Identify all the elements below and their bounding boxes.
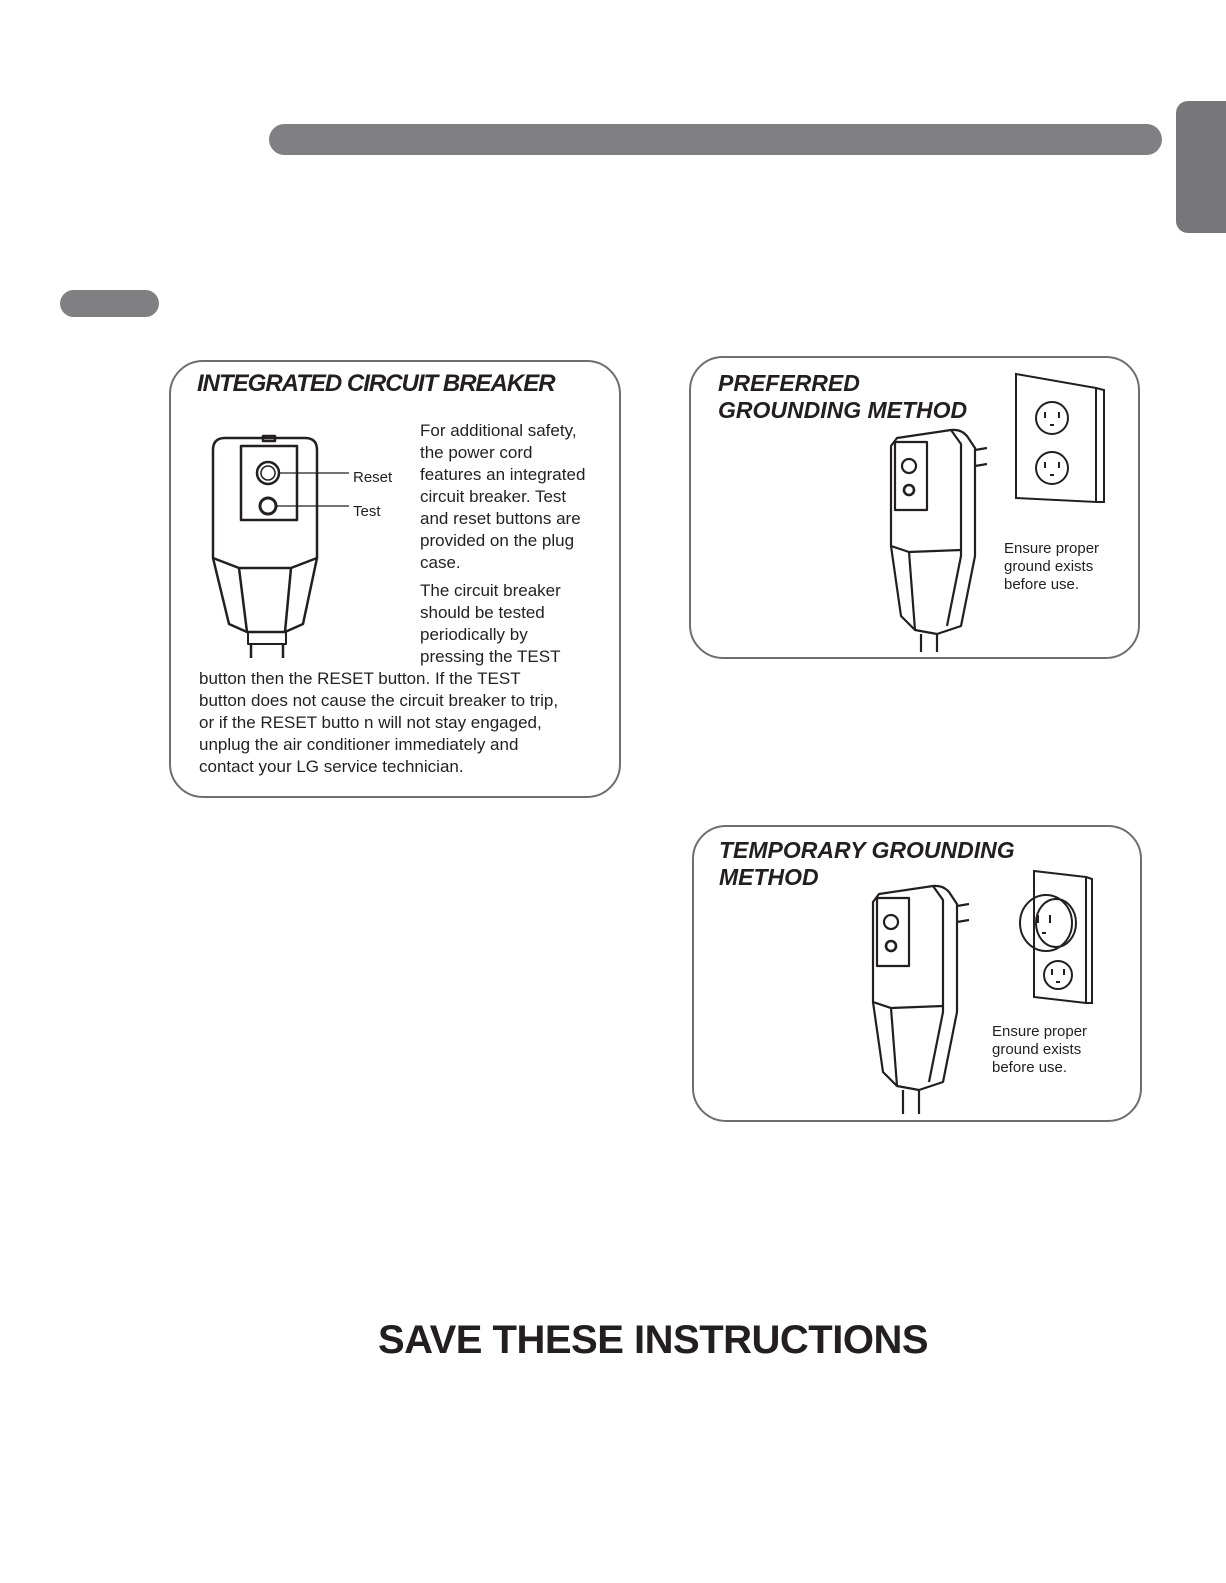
circuit-breaker-intro (420, 420, 585, 574)
text-line: button then the RESET button. If the TEST (199, 669, 521, 688)
circuit-breaker-warning (199, 668, 558, 778)
circuit-breaker-plug-illustration (205, 428, 395, 658)
preferred-grounding-panel (689, 356, 1140, 659)
text-line: pressing the TEST (420, 647, 561, 666)
circuit-breaker-title: INTEGRATED CIRCUIT BREAKER (197, 370, 555, 397)
plug-icon (869, 882, 979, 1118)
text-line: For additional safety, (420, 421, 577, 440)
wall-outlet-icon (1014, 372, 1106, 504)
text-line: or if the RESET butto n will not stay engaged, (199, 713, 542, 732)
temporary-ground-note (992, 1023, 1087, 1077)
note-line: ground exists (1004, 558, 1094, 575)
text-line: The circuit breaker (420, 581, 561, 600)
note-line: before use. (1004, 576, 1080, 593)
text-line: features an integrated (420, 465, 586, 484)
language-side-tab (1176, 101, 1226, 233)
text-line: unplug the air conditioner immediately and (199, 735, 519, 754)
text-line: and reset buttons are (420, 509, 581, 528)
text-line: provided on the plug (420, 531, 575, 550)
title-line: GROUNDING METHOD (718, 397, 968, 423)
plug-icon (887, 426, 997, 656)
text-line: should be tested (420, 603, 545, 622)
preferred-ground-note (1004, 540, 1099, 594)
save-instructions-heading: SAVE THESE INSTRUCTIONS (377, 1318, 929, 1362)
note-line: Ensure proper (992, 1023, 1088, 1040)
title-line: METHOD (719, 864, 819, 890)
note-line: before use. (992, 1059, 1068, 1076)
section-header-bar (269, 124, 1162, 155)
temporary-grounding-panel (692, 825, 1142, 1122)
preferred-grounding-title (718, 370, 967, 424)
reset-label: Reset (353, 469, 393, 486)
text-line: button does not cause the circuit breaker to trip, (199, 691, 559, 710)
note-line: Ensure proper (1004, 540, 1100, 557)
adapter-outlet-icon (1016, 869, 1096, 1009)
title-line: TEMPORARY GROUNDING (719, 837, 1015, 863)
circuit-breaker-panel (169, 360, 621, 798)
text-line: case. (420, 553, 461, 572)
title-line: PREFERRED (718, 370, 860, 396)
text-line: circuit breaker. Test (420, 487, 567, 506)
note-line: ground exists (992, 1041, 1082, 1058)
text-line: periodically by (420, 625, 528, 644)
section-pill (60, 290, 159, 317)
circuit-breaker-test-instructions (420, 580, 561, 668)
text-line: the power cord (420, 443, 533, 462)
text-line: contact your LG service technician. (199, 757, 464, 776)
test-label: Test (353, 503, 381, 520)
